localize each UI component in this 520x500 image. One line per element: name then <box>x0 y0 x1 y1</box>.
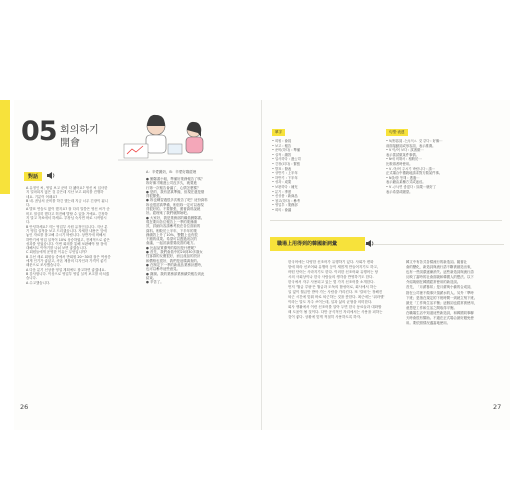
text-line: 妳好像才剛進公司沒多久，就要進 <box>146 181 197 186</box>
vocab-line: • 보고 : 報告 <box>272 143 292 148</box>
text-line: 먼저 '월급 루팡'은 월급과 도둑의 합성어로, 회사에서 하는 <box>288 285 377 289</box>
unit-number: 05 <box>21 116 57 147</box>
page-number-left: 26 <box>20 403 29 411</box>
vocab-line: • 회원 : 會員 <box>272 139 292 143</box>
text-line: 意思是工作和生活之間取得平衡。 <box>406 305 457 310</box>
dialog-speakers-zh: A：辛愛麗奶，B：辛愛好鄭經理 <box>146 170 197 174</box>
vocab-line: 正式場合中禮貌地請求對方做某件事。 <box>386 171 443 176</box>
vocab-line: 前面接動詞或形容詞，表示推測。 <box>386 143 436 148</box>
vocab-line: 表示藉由某種方式或途徑。 <box>386 180 426 185</box>
text-line: 介紹幾個在韓國經常使用的新造詞。 <box>406 280 461 285</box>
text-line: 것이 좋다. 상황에 맞게 적절히 사용하도록 하자. <box>288 315 362 319</box>
divider <box>270 220 502 221</box>
vocab-line: • 참고(하다) : 參考 <box>272 198 301 203</box>
text-line: 기 영업 실적을 보고 드리겠습니다. 자세한 내용은 앞에 <box>26 228 107 233</box>
grammar-title: 句型·表達 <box>386 129 408 136</box>
text-line: 妳也很認真準備，相信妳一定可以表現 <box>146 202 204 207</box>
text-line: 회사 생활에서 이런 신조어를 알아 두면 한국 동료들과 대화할 <box>288 305 382 309</box>
vocab-line: 表示嘗試做某件事情。 <box>386 152 419 157</box>
yellow-edge-bar <box>0 100 10 194</box>
reading-korean <box>288 260 390 320</box>
text-line: 한국어에는 다양한 신조어가 유행하기 있다. 사회가 변화 <box>288 260 374 264</box>
text-line: 대해서도 이야기를 나눠 보면 좋겠습니다. <box>26 246 88 251</box>
text-line: 때문으로 조사했습니다. <box>26 263 61 268</box>
text-line: 用。要依照情況適當地使用。 <box>406 321 451 326</box>
text-line: 也可以參考這些意見。 <box>146 267 180 272</box>
text-line: A 다음 분기 신상품 영업 계획에도 참고하면 좋겠네요. <box>26 267 106 272</box>
text-line: ● 劉鄭書小姐，準備好業務報告了嗎？ <box>146 177 205 181</box>
text-line: 務績效上升了10%，整體上也有很 <box>146 232 198 237</box>
grammar-box <box>386 118 500 194</box>
dialog-label: 對話 <box>24 172 42 181</box>
section-banner <box>270 237 504 251</box>
text-line: 指在公司裡不做事只領薪水的人。另外「準時 <box>406 290 474 295</box>
vocab-line: • V/形容詞 -는/(으)ㄴ 것 같다 : 好像⋯ <box>386 139 443 143</box>
page-gutter <box>261 100 262 430</box>
text-line: B 감사합니다. 이상으로 영업부 영업 실적 보고를 마치겠 <box>26 271 110 276</box>
text-line: 得很好的。不要緊張，照著資料說就 <box>146 207 201 212</box>
text-line: 지 말고 자료에서 하세요. 부장님 숙사면 바로 시작합시 <box>26 216 107 221</box>
vocab-line: • 긴장(되다) : 緊張 <box>272 161 301 166</box>
vocab-line: 比較兩者時使用。 <box>386 161 413 166</box>
text-line: 한국에서 자주 사용되고 있는 몇 가지 신조어를 소개한다. <box>288 280 375 284</box>
text-line: 和價格也很好，我們是這樣調查的。 <box>146 258 201 263</box>
text-line: B 네. 꼼님처 준비를 하긴 했는데 지금 너무 긴장이 됩니 <box>26 198 108 203</box>
banner-title: 職場上用得到的韓國新詞彙 <box>277 241 338 247</box>
text-line: 에게 인기가 좋았고, 쿠폰 제품의 디자인과 가격이 좋기 <box>26 259 107 264</box>
text-line: 也有一些詞彙逐漸消失。這些新造詞與流行語 <box>406 270 474 275</box>
text-line: ● 在制定下一季的新產品業務計畫時， <box>146 262 205 267</box>
text-line: 다. <box>26 203 31 208</box>
vocab-line: • 준비(하다) : 準備 <box>272 148 301 153</box>
text-line: 資料。相較於上半年，下半年的業 <box>146 228 197 233</box>
text-line: ● 是的，我有認真準備，但現在還是覺 <box>146 189 205 194</box>
text-line: 結束。 <box>146 275 157 280</box>
text-line: 하반기에 영업 실적이 10% 상승하였고, 전체적으로 좋은 <box>26 237 110 242</box>
text-line: 지 얼마되지 않은 것 같은데 지난 보고 회의를 진행하 <box>26 190 104 195</box>
vocab-line: • N에 비해서 : 相較於⋯ <box>386 157 422 162</box>
text-line: 이라는 말도 자주 쓰이는데, 일과 삶의 균형을 의미한다. <box>288 300 373 304</box>
text-line: 네요. 기분이 어때요? <box>26 194 58 199</box>
text-line: 性客群的反應很好，而且產品的設計 <box>146 254 201 259</box>
text-line: 效，詳細內容請參考放在各位面前的 <box>146 224 201 229</box>
text-line: 在職場生活中知道這些新造詞，和韓國同事聊 <box>406 310 474 315</box>
text-line: 會議，一起討論需要改善的地方。 <box>146 241 197 246</box>
text-line: 때 도움이 될 것이다. 다만 공식적인 자리에서는 사용을 피하는 <box>288 310 383 314</box>
unit-title-ko: 회의하기 <box>60 125 99 136</box>
vocab-line: • 신상품 : 新商品 <box>272 194 298 199</box>
text-line: 會的變化，新造詞與流行語不斷被創造出來， <box>406 265 474 270</box>
speaker-icon[interactable] <box>47 172 56 179</box>
text-line: 비도 열심히 했다고 허전해 발할 수 있을 거예요. 긴장하 <box>26 211 108 216</box>
vocab-line: • N을/를 통해 : 透過⋯ <box>386 175 420 180</box>
text-line: ● 妳也練習過很多次報告了吧？這份資料 <box>146 198 208 203</box>
vocab-title: 單字 <box>272 129 285 136</box>
text-line: 好。經理來了我們就開始吧。 <box>146 211 191 216</box>
vocab-line: • V -(으)면 좋겠다 : 如果⋯就好了 <box>386 184 437 189</box>
text-line: ● 首先，我們會員中的20到30多歲女 <box>146 250 203 255</box>
text-line: 시의 사회상이나 한국 사람들의 생각을 반영하기도 한다. <box>288 275 374 279</box>
dialog-korean <box>26 186 154 285</box>
vocab-line: • V -아/어 주시기 바랍니다 : 請⋯ <box>386 166 436 171</box>
text-line: 놓인 자료를 참고해 주시기 바랍니다. 상반기에 비해서 <box>26 233 106 238</box>
text-line: 함에 따라 신조어와 유행어 등이 새롭게 만들어지기도 하고, <box>288 265 379 269</box>
text-line: 어떤 단어는 사라지기도 한다. 이러한 신조어와 유행어는 당 <box>288 270 379 274</box>
text-line: 일 없이 월급만 받아 가는 사람을 가리킨다. 또 '칼퇴'는 정해진 <box>288 290 383 294</box>
text-line: 성과를 얻었습니다. 이번 회의를 통해 보완해야 할 점에 <box>26 241 107 246</box>
text-line: A 발표 연습도 많이 했지요? 잘 다리 말씀은 영신 씨가 준 <box>26 207 110 212</box>
text-line: A 수고했습니다. <box>26 280 51 285</box>
text-line: 天時會很有幫助。不過在正式場合最好避免使 <box>406 316 474 321</box>
banner-rule <box>365 244 504 245</box>
text-line: 韓文中有各式各樣流行的新造詞。隨著社 <box>406 260 468 264</box>
text-line: B 안녕하세요? 저는 영업부 사원 유정인입니다. 지난 분 <box>26 224 108 229</box>
text-line: 不錯的成果。希望可以透過這次的 <box>146 237 197 242</box>
meeting-illustration <box>118 104 213 166</box>
text-line: A 유정인 씨, 영업 보고 준비 다 됐어요? 영신 씨 입사한 <box>26 186 108 190</box>
text-line: 最近「工作與生活平衡」這個詞也經常被使用， <box>406 300 478 305</box>
text-line: ● 比起品質優秀的原因是什麼呢？ <box>146 245 198 250</box>
dialog-chinese <box>146 170 250 284</box>
vocab-line: • 보완하다 : 補充 <box>272 184 298 189</box>
text-line: B 우선 새로 회원들 중에서 반회원 20~30대 잘은 여성층 <box>26 254 111 259</box>
text-line: 퇴근 시간에 맞춰 바로 퇴근하는 것을 뜻한다. 최근에는 '워라밸' <box>288 295 385 299</box>
vocab-line: 表示希望或願望。 <box>386 189 413 194</box>
text-line: ● 大家好，我是業務部的職員劉鄭書。 <box>146 215 205 220</box>
text-line: 首先，「月薪魯邦」是月薪與小偷的合成詞， <box>406 285 474 290</box>
vocab-line: • 실적 : 績效 <box>272 152 292 157</box>
vocab-line: • 성과 : 成果 <box>272 180 292 185</box>
text-line: 行第一次報告會議了，心情怎麼樣？ <box>146 185 201 190</box>
text-line: 습니다. <box>26 276 37 281</box>
text-line: ● 辛苦了。 <box>146 280 164 285</box>
text-line: C 회원들에게 운영한 이유는 무엇입니까? <box>26 250 87 255</box>
vocab-line: • 분기 : 季度 <box>272 189 292 194</box>
vocab-line: • 상반기 : 上半年 <box>272 171 298 176</box>
unit-title-zh: 開會 <box>60 138 80 149</box>
text-line: 다. <box>26 220 31 225</box>
vocab-line: • 하반기 : 下半年 <box>272 175 298 180</box>
vocab-line: • V 아/어 보다 : 試著做⋯ <box>386 148 424 153</box>
page-number-right: 27 <box>493 403 502 411</box>
vocab-line: • 입사하다 : 進公司 <box>272 157 301 162</box>
text-line: 得很緊張。 <box>146 194 163 199</box>
text-line: 下班」是指在規定的下班時間一到就立刻下班。 <box>406 295 478 300</box>
text-line: ● 謝謝。我的業務部業務績效報告到此 <box>146 271 205 276</box>
speaker-icon[interactable] <box>366 240 375 247</box>
reading-chinese <box>406 260 504 326</box>
text-line: 現在要向各位報告上一季的業務績 <box>146 219 197 224</box>
text-line: 反映了當時的社會面貌和韓國人的想法。以下 <box>406 275 474 280</box>
vocab-line: • 발표 : 發表 <box>272 166 292 171</box>
vocabulary-box <box>272 118 376 213</box>
vocab-line: • 영업부 : 業務部 <box>272 203 298 208</box>
vocab-line: • 회의 : 會議 <box>272 207 292 212</box>
